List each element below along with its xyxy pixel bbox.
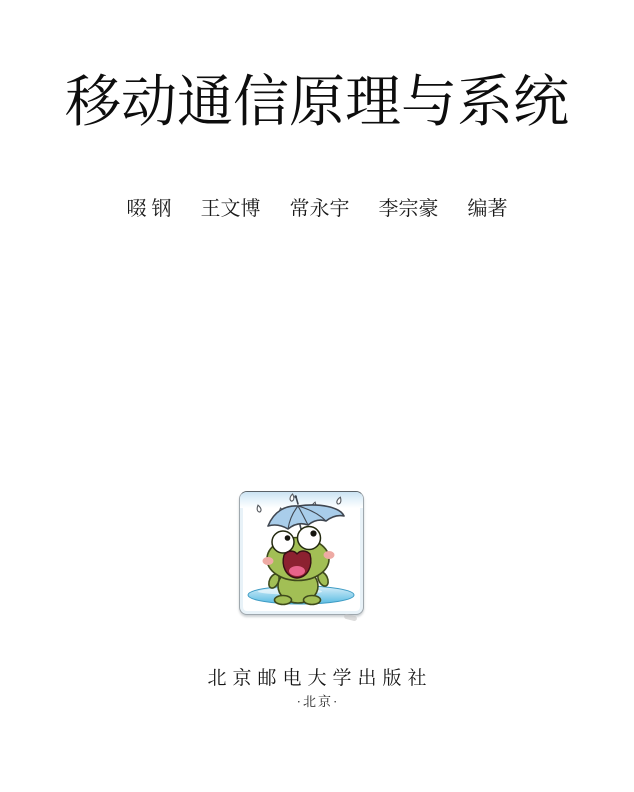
- author-name: 啜 钢: [126, 198, 172, 220]
- author-name: 王文博: [200, 198, 261, 220]
- place-line: ·北京·: [296, 694, 340, 709]
- author-name: 李宗豪: [378, 198, 439, 220]
- publisher-name: 北京邮电大学出版社: [207, 668, 433, 689]
- editors-label: 编著: [467, 198, 508, 220]
- book-title: 移动通信原理与系统: [65, 72, 569, 134]
- frog-with-umbrella-icon: [240, 492, 363, 614]
- author-name: 常永宇: [289, 198, 350, 220]
- frog-illustration-frame: [239, 491, 364, 615]
- authors-line: [0, 192, 634, 221]
